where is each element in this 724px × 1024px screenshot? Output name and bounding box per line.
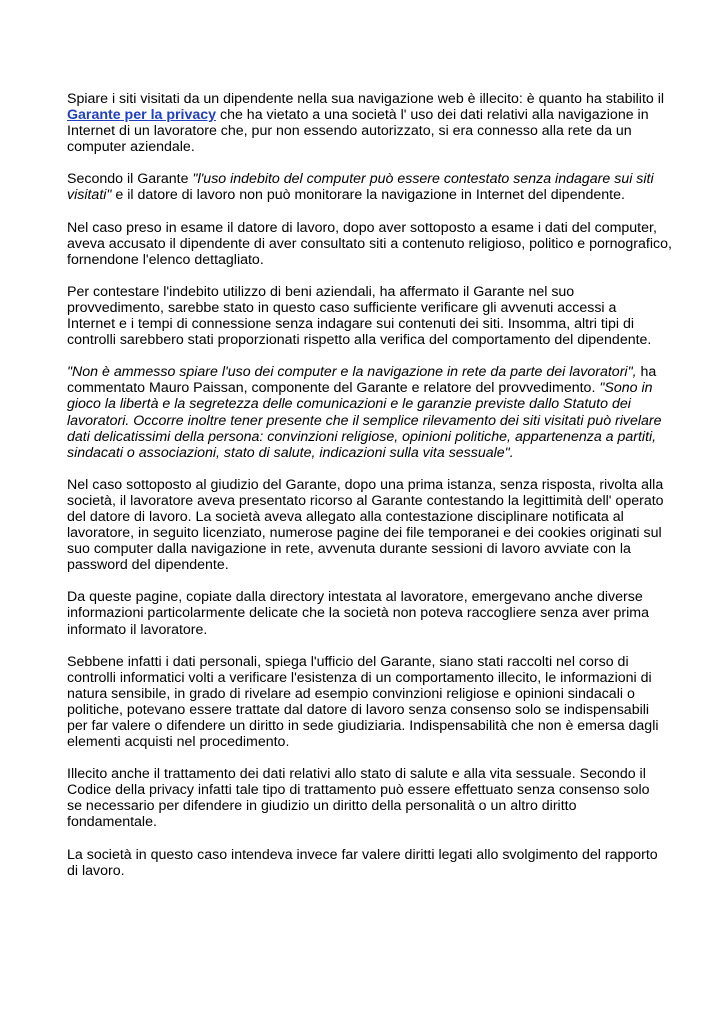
paragraph-1 (67, 91, 667, 155)
paragraph-4: Per contestare l'indebito utilizzo di beni aziendali, ha affermato il Garante nel suo provvedimento, sarebbe stato in questo caso sufficiente verificare gli avvenuti accessi a Internet e i tempi di connessione senza indagare sui contenuti dei siti. Insomma, altri tipi di controlli sarebbero stati proporzionati rispetto alla verifica del comportamento del dipendente. (67, 283, 652, 349)
paragraph-5 (67, 364, 667, 461)
paragraph-2-text-before: Secondo il Garante (67, 171, 193, 188)
article-body (67, 91, 672, 895)
paragraph-6: Nel caso sottoposto al giudizio del Garante, dopo una prima istanza, senza risposta, rivolta alla società, il lavoratore aveva presentato ricorso al Garante contestando la legittimità dell' operato del datore di lavoro. La società aveva allegato alla contestazione disciplinare notificata al lavoratore, in seguito licenziato, numerose pagine dei file temporanei e dei cookies originati sul suo computer dalla navigazione in rete, avvenuta durante sessioni di lavoro avviate con la password del dipendente. (67, 476, 664, 574)
paragraph-3: Nel caso preso in esame il datore di lavoro, dopo aver sottoposto a esame i dati del computer, aveva accusato il dipendente di aver consultato siti a contenuto religioso, politico e pornografico, fornendone l'elenco dettagliato. (67, 219, 672, 268)
paragraph-1-text-before-link: Spiare i siti visitati da un dipendente nella sua navigazione web è illecito: è quanto ha stabilito il (67, 91, 665, 107)
paragraph-5-quote-1: "Non è ammesso spiare l'uso dei computer e la navigazione in rete da parte dei lavoratori", (67, 364, 637, 381)
paragraph-1-text-after-link: che ha vietato a una società l' uso dei dati relativi alla navigazione in Internet di un lavoratore che, pur non essendo autorizzato, si era connesso alla rete da un computer aziendale. (67, 107, 649, 156)
paragraph-9: Illecito anche il trattamento dei dati relativi allo stato di salute e alla vita sessuale. Secondo il Codice della privacy infatti tale tipo di trattamento può essere effettuato senza consenso solo se necessario per difendere in giudizio un diritto della personalità o un altro diritto fondamentale. (67, 766, 650, 831)
paragraph-7: Da queste pagine, copiate dalla directory intestata al lavoratore, emergevano anche diverse informazioni particolarmente delicate che la società non poteva raccogliere senza aver prima informato il lavoratore. (67, 589, 649, 638)
paragraph-5-text-middle: ha commentato Mauro Paissan, componente del Garante e relatore del provvedimento. (67, 364, 657, 397)
paragraph-8: Sebbene infatti i dati personali, spiega l'ufficio del Garante, siano stati raccolti nel corso di controlli informatici volti a verificare l'esistenza di un comportamento illecito, le informazioni di natura sensibile, in grado di rivelare ad esempio convinzioni religiose e opinioni sindacali o politiche, potevano essere trattate dal datore di lavoro senza consenso solo se indispensabili per far valere o difendere un diritto in sede giudiziaria. Indispensabilità che non è emersa dagli elementi acquisti nel procedimento. (67, 653, 659, 751)
paragraph-2 (67, 171, 667, 203)
garante-privacy-link[interactable]: Garante per la privacy (67, 107, 217, 124)
paragraph-2-quote: "l'uso indebito del computer può essere contestato senza indagare sui siti visitati" (67, 171, 654, 204)
paragraph-5-quote-2: "Sono in gioco la libertà e la segretezza delle comunicazioni e le garanzie previste dallo Statuto dei lavoratori. Occorre inoltre tener presente che il semplice rilevamento dei siti visitati può rivelare dati delicatissimi della persona: convinzioni religiose, opinioni politiche, appartenenza a partiti, sindacati o associazioni, stato di salute, indicazioni sulla vita sessuale". (67, 380, 662, 461)
paragraph-10: La società in questo caso intendeva invece far valere diritti legati allo svolgimento del rapporto di lavoro. (67, 846, 658, 879)
paragraph-2-text-after: e il datore di lavoro non può monitorare la navigazione in Internet del dipendente. (111, 187, 625, 204)
